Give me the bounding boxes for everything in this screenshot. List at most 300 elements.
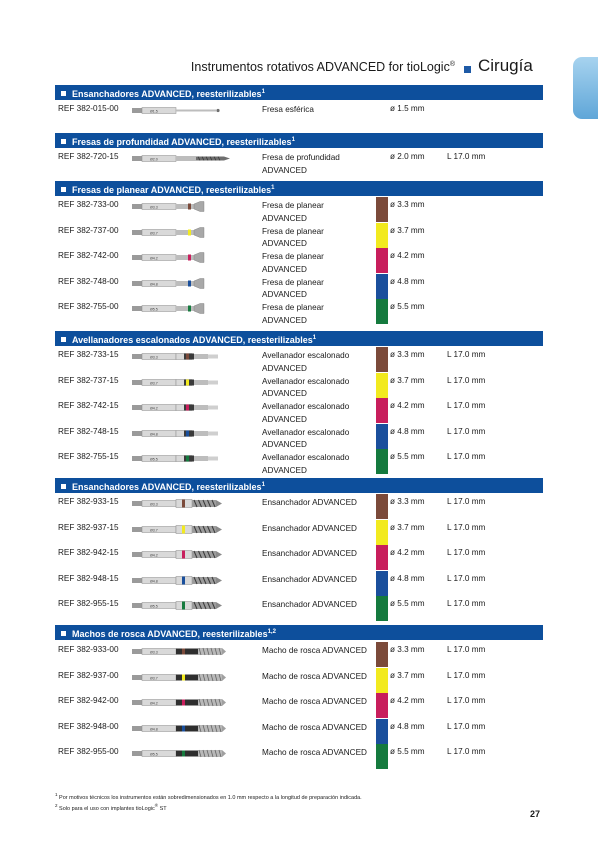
neck <box>176 306 194 311</box>
description <box>262 645 374 658</box>
shank-label: Ø4.2 <box>150 701 158 706</box>
shank-label: Ø5.5 <box>150 307 158 312</box>
shank-label: Ø4.2 <box>150 553 158 558</box>
color-ring <box>182 500 185 508</box>
color-code-swatch <box>376 668 388 693</box>
footnote-2: $^2$ Solo para el uso con implantes tioLogic® ST <box>55 802 167 812</box>
header-square-icon <box>464 66 471 73</box>
color-code-swatch <box>376 373 388 398</box>
section-footnote-mark: 1 <box>291 137 295 143</box>
diameter: ø 5.5 mm <box>390 302 425 311</box>
tap-tip <box>222 725 226 732</box>
description <box>262 302 374 327</box>
instrument-image <box>130 671 260 685</box>
product-row <box>55 645 543 671</box>
description-line-2: ADVANCED <box>262 465 307 475</box>
planar-head <box>194 227 204 237</box>
step-tip <box>208 380 218 384</box>
color-ring <box>182 576 185 584</box>
ref-number: REF 382-955-00 <box>58 747 119 756</box>
color-ring <box>186 405 189 411</box>
instrument-image <box>130 574 260 588</box>
description-line-2: ADVANCED <box>262 290 307 299</box>
shank-end <box>132 230 142 235</box>
length: L 17.0 mm <box>447 152 486 161</box>
diameter: ø 3.3 mm <box>390 200 425 209</box>
shank-end <box>132 675 142 680</box>
color-ring <box>182 751 185 757</box>
color-ring <box>188 204 191 210</box>
shank-label: Ø2.0 <box>150 157 158 162</box>
product-row <box>55 747 543 773</box>
shank-end <box>132 552 142 557</box>
shank <box>142 354 176 360</box>
diameter: ø 4.2 mm <box>390 548 425 557</box>
instrument-image <box>130 548 260 562</box>
ref-number: REF 382-933-15 <box>58 497 119 506</box>
reamer-tip <box>216 526 222 533</box>
length: L 17.0 mm <box>447 452 486 461</box>
shank <box>142 674 176 680</box>
shank-label: Ø3.7 <box>150 380 158 385</box>
ref-number: REF 382-933-00 <box>58 645 119 654</box>
page-number: 27 <box>529 809 540 819</box>
shank <box>142 108 176 114</box>
reamer-tip <box>216 551 222 558</box>
tap-tip <box>222 674 226 681</box>
instrument-image <box>130 401 260 415</box>
ref-number: REF 382-015-00 <box>58 104 119 113</box>
section-footnote-mark: 1 <box>271 185 275 191</box>
reamer-tip <box>216 500 222 507</box>
instrument-image <box>130 747 260 761</box>
tap-body <box>198 699 222 706</box>
body <box>194 354 208 359</box>
shank-end <box>132 156 142 161</box>
instrument-image <box>130 599 260 613</box>
shank-end <box>132 726 142 731</box>
color-code-swatch <box>376 744 388 769</box>
description-line-1: Ensanchador ADVANCED <box>262 498 357 507</box>
description <box>262 599 374 612</box>
drill-tip <box>224 157 230 161</box>
ref-number: REF 382-942-00 <box>58 696 119 705</box>
planar-head <box>194 304 204 314</box>
section-square-icon <box>61 337 66 342</box>
diameter: ø 3.3 mm <box>390 645 425 654</box>
description-line-2: ADVANCED <box>262 213 307 223</box>
neck <box>176 156 196 161</box>
tap-body <box>198 674 222 681</box>
instrument-image <box>130 226 260 240</box>
shank-end <box>132 603 142 608</box>
ref-number: REF 382-733-15 <box>58 350 119 359</box>
shank-end <box>132 281 142 286</box>
page-header <box>0 56 548 80</box>
instrument-image <box>130 523 260 537</box>
description-line-1: Avellanador escalonado <box>262 402 350 411</box>
shank-end <box>132 108 142 113</box>
shank <box>142 526 176 532</box>
instrument-image <box>130 152 260 166</box>
description <box>262 104 374 117</box>
diameter: ø 4.8 mm <box>390 276 425 286</box>
length: L 17.0 mm <box>447 548 486 557</box>
length: L 17.0 mm <box>447 573 486 583</box>
instrument-image <box>130 302 260 316</box>
shank <box>142 379 176 385</box>
header-section: Cirugía <box>478 56 533 75</box>
description <box>262 722 374 735</box>
shank-end <box>132 751 142 756</box>
ref-number: REF 382-720-15 <box>58 152 119 161</box>
description-line-2: ADVANCED <box>262 440 307 449</box>
neck <box>176 255 194 260</box>
color-code-swatch <box>376 347 388 372</box>
ref-number: REF 382-737-00 <box>58 225 119 235</box>
length: L 17.0 mm <box>447 747 486 756</box>
shank <box>142 603 176 609</box>
section-header <box>55 133 543 148</box>
color-ring <box>188 306 191 312</box>
ref-number: REF 382-737-15 <box>58 375 119 385</box>
section-square-icon <box>61 139 66 144</box>
round-bur-head <box>216 109 219 112</box>
section-square-icon <box>61 484 66 489</box>
shank <box>142 751 176 757</box>
section-footnote-mark: 1,2 <box>267 629 276 635</box>
shank <box>142 204 176 210</box>
section-footnote-mark: 1 <box>312 335 317 341</box>
description-line-1: Ensanchador ADVANCED <box>262 600 357 609</box>
planar-head <box>194 202 204 212</box>
ref-number: REF 382-937-00 <box>58 670 119 680</box>
reamer-tip <box>216 602 222 609</box>
product-row <box>55 376 543 402</box>
shank-label: Ø3.3 <box>150 205 158 210</box>
neck <box>176 230 194 235</box>
color-ring <box>186 354 189 360</box>
shank <box>142 649 176 655</box>
description <box>262 152 374 177</box>
shank-end <box>132 527 142 532</box>
description <box>262 574 374 587</box>
shank-label: Ø3.7 <box>150 527 158 532</box>
description-line-1: Ensanchador ADVANCED <box>262 523 357 533</box>
description-line-1: Fresa de planear <box>262 201 324 210</box>
color-code-swatch <box>376 494 388 519</box>
section-header <box>55 625 543 640</box>
product-row <box>55 599 543 625</box>
body <box>194 405 208 410</box>
tap-tip <box>222 699 226 706</box>
shank-end <box>132 204 142 209</box>
shank-end <box>132 456 142 461</box>
diameter: ø 5.5 mm <box>390 747 425 756</box>
description-line-2: ADVANCED <box>262 363 307 373</box>
section-header <box>55 331 543 346</box>
product-row <box>55 401 543 427</box>
shank-label: Ø5.5 <box>150 457 158 462</box>
footnote-1: $^1$ Por motivos técnicos los instrumentos están sobredimensionados en 1.0 mm respecto a la longitud de preparación indicada. <box>55 792 362 801</box>
product-row <box>55 497 543 523</box>
description <box>262 497 374 510</box>
shank <box>142 156 176 162</box>
diameter: ø 4.2 mm <box>390 696 425 705</box>
description <box>262 251 374 276</box>
instrument-image <box>130 452 260 466</box>
shank-label: Ø4.8 <box>150 726 158 731</box>
length: L 17.0 mm <box>447 522 486 532</box>
product-row <box>55 200 543 226</box>
diameter: ø 1.5 mm <box>390 104 425 113</box>
description <box>262 376 374 401</box>
neck <box>176 110 216 112</box>
shank-label: Ø4.8 <box>150 281 158 286</box>
description <box>262 350 374 375</box>
shank-label: Ø3.7 <box>150 675 158 680</box>
shank-end <box>132 405 142 410</box>
product-row <box>55 226 543 252</box>
color-ring <box>182 700 185 706</box>
product-row <box>55 302 543 328</box>
step-tip <box>208 355 218 359</box>
shank <box>142 700 176 706</box>
color-code-swatch <box>376 520 388 545</box>
description-line-2: ADVANCED <box>262 315 307 325</box>
diameter: ø 5.5 mm <box>390 599 425 608</box>
color-ring <box>188 280 191 286</box>
description <box>262 401 374 426</box>
instrument-image <box>130 497 260 511</box>
section-square-icon <box>61 631 66 636</box>
shank-label: Ø4.8 <box>150 578 158 583</box>
description-line-1: Macho de rosca ADVANCED <box>262 748 367 757</box>
product-row <box>55 574 543 600</box>
description <box>262 452 374 477</box>
neck <box>176 281 194 286</box>
color-code-swatch <box>376 545 388 570</box>
diameter: ø 2.0 mm <box>390 152 425 161</box>
collar <box>176 751 198 757</box>
product-row <box>55 277 543 303</box>
length: L 17.0 mm <box>447 375 486 385</box>
planar-head <box>194 278 204 288</box>
color-ring <box>188 229 191 235</box>
ref-number: REF 382-742-15 <box>58 401 119 410</box>
instrument-image <box>130 200 260 214</box>
shank-label: Ø5.5 <box>150 752 158 757</box>
color-code-swatch <box>376 449 388 474</box>
section-square-icon <box>61 187 66 192</box>
section-footnote-mark: 1 <box>261 482 265 488</box>
section-header <box>55 478 543 493</box>
neck <box>176 204 194 209</box>
shank-label: Ø5.5 <box>150 604 158 609</box>
shank-end <box>132 354 142 359</box>
product-row <box>55 251 543 277</box>
description-line-2: ADVANCED <box>262 264 307 274</box>
description <box>262 226 374 251</box>
color-ring <box>186 379 189 385</box>
length: L 17.0 mm <box>447 350 486 359</box>
length: L 17.0 mm <box>447 696 486 705</box>
shank <box>142 501 176 507</box>
description-line-1: Macho de rosca ADVANCED <box>262 646 367 655</box>
shank <box>142 255 176 261</box>
body <box>194 456 208 461</box>
shank-label: Ø4.8 <box>150 431 158 436</box>
ref-number: REF 382-942-15 <box>58 548 119 557</box>
diameter: ø 5.5 mm <box>390 452 425 461</box>
product-row <box>55 427 543 453</box>
ref-number: REF 382-733-00 <box>58 200 119 209</box>
instrument-image <box>130 350 260 364</box>
section-title: Avellanadores escalonados ADVANCED, reesterilizables <box>72 335 313 345</box>
color-ring <box>186 456 189 462</box>
shank <box>142 725 176 731</box>
length: L 17.0 mm <box>447 401 486 410</box>
diameter: ø 3.7 mm <box>390 225 425 235</box>
description <box>262 671 374 684</box>
shank-end <box>132 578 142 583</box>
shank <box>142 456 176 462</box>
description-line-1: Avellanador escalonado <box>262 376 350 386</box>
length: L 17.0 mm <box>447 721 486 731</box>
description-line-2: ADVANCED <box>262 414 307 424</box>
color-code-swatch <box>376 398 388 423</box>
collar <box>176 725 198 731</box>
section-footnote-mark: 1 <box>261 89 265 95</box>
instrument-image <box>130 251 260 265</box>
color-code-swatch <box>376 197 388 222</box>
section-title: Fresas de planear ADVANCED, reesterilizables <box>72 185 272 195</box>
description-line-1: Macho de rosca ADVANCED <box>262 697 367 706</box>
color-code-swatch <box>376 719 388 744</box>
description-line-2: ADVANCED <box>262 165 307 175</box>
tap-body <box>198 750 222 757</box>
section-title: Machos de rosca ADVANCED, reesterilizables <box>72 629 268 639</box>
color-code-swatch <box>376 596 388 621</box>
section-header <box>55 181 543 196</box>
color-ring <box>186 430 189 436</box>
diameter: ø 3.7 mm <box>390 522 425 532</box>
description-line-1: Fresa de planear <box>262 252 324 261</box>
diameter: ø 3.3 mm <box>390 497 425 506</box>
step-tip <box>208 457 218 461</box>
description-line-2: ADVANCED <box>262 389 307 398</box>
shank <box>142 577 176 583</box>
length: L 17.0 mm <box>447 599 486 608</box>
shank <box>142 306 176 312</box>
description-line-1: Ensanchador ADVANCED <box>262 574 357 584</box>
product-row <box>55 523 543 549</box>
product-row <box>55 548 543 574</box>
product-row <box>55 452 543 478</box>
step-tip <box>208 431 218 435</box>
description-line-1: Avellanador escalonado <box>262 351 350 360</box>
description <box>262 747 374 760</box>
shank <box>142 280 176 286</box>
ref-number: REF 382-948-00 <box>58 721 119 731</box>
instrument-image <box>130 277 260 291</box>
color-code-swatch <box>376 299 388 324</box>
footnotes <box>55 791 535 813</box>
shank-end <box>132 431 142 436</box>
ref-number: REF 382-937-15 <box>58 522 119 532</box>
section-square-icon <box>61 91 66 96</box>
diameter: ø 3.7 mm <box>390 670 425 680</box>
instrument-image <box>130 696 260 710</box>
description-line-2: ADVANCED <box>262 239 307 248</box>
reamer-tip <box>216 577 222 584</box>
description-line-1: Avellanador escalonado <box>262 427 350 437</box>
description-line-1: Fresa de planear <box>262 303 324 312</box>
instrument-image <box>130 376 260 390</box>
instrument-image <box>130 645 260 659</box>
tap-body <box>198 648 222 655</box>
description <box>262 523 374 536</box>
side-tab <box>573 57 598 119</box>
header-title: Instrumentos rotativos ADVANCED for tioLogic® <box>190 60 455 74</box>
description <box>262 548 374 561</box>
shank <box>142 430 176 436</box>
tap-tip <box>222 648 226 655</box>
instrument-image <box>130 427 260 441</box>
ref-number: REF 382-755-00 <box>58 302 119 311</box>
instrument-image <box>130 104 260 118</box>
shank-end <box>132 255 142 260</box>
ref-number: REF 382-748-00 <box>58 276 119 286</box>
product-row <box>55 152 543 178</box>
color-ring <box>188 255 191 261</box>
product-row <box>55 722 543 748</box>
collar <box>176 649 198 655</box>
shank-label: Ø3.7 <box>150 230 158 235</box>
diameter: ø 4.2 mm <box>390 401 425 410</box>
product-row <box>55 350 543 376</box>
color-code-swatch <box>376 223 388 248</box>
description <box>262 696 374 709</box>
section-title: Fresas de profundidad ADVANCED, reesterilizables <box>72 137 292 147</box>
collar <box>176 674 198 680</box>
collar <box>176 700 198 706</box>
shank-label: Ø1.5 <box>150 109 158 114</box>
shank-end <box>132 306 142 311</box>
color-code-swatch <box>376 571 388 596</box>
step-tip <box>208 406 218 410</box>
color-code-swatch <box>376 424 388 449</box>
ref-number: REF 382-948-15 <box>58 573 119 583</box>
description-line-1: Ensanchador ADVANCED <box>262 549 357 558</box>
color-code-swatch <box>376 693 388 718</box>
ref-number: REF 382-755-15 <box>58 452 119 461</box>
description-line-1: Fresa esférica <box>262 105 314 114</box>
shank-end <box>132 501 142 506</box>
color-ring <box>182 725 185 731</box>
shank-label: Ø4.2 <box>150 406 158 411</box>
instrument-image <box>130 722 260 736</box>
shank-label: Ø4.2 <box>150 256 158 261</box>
shank-label: Ø3.3 <box>150 650 158 655</box>
length: L 17.0 mm <box>447 645 486 654</box>
shank-end <box>132 649 142 654</box>
color-ring <box>182 551 185 559</box>
color-ring <box>182 602 185 610</box>
description <box>262 200 374 225</box>
description-line-1: Fresa de planear <box>262 277 324 287</box>
section-header <box>55 85 543 100</box>
